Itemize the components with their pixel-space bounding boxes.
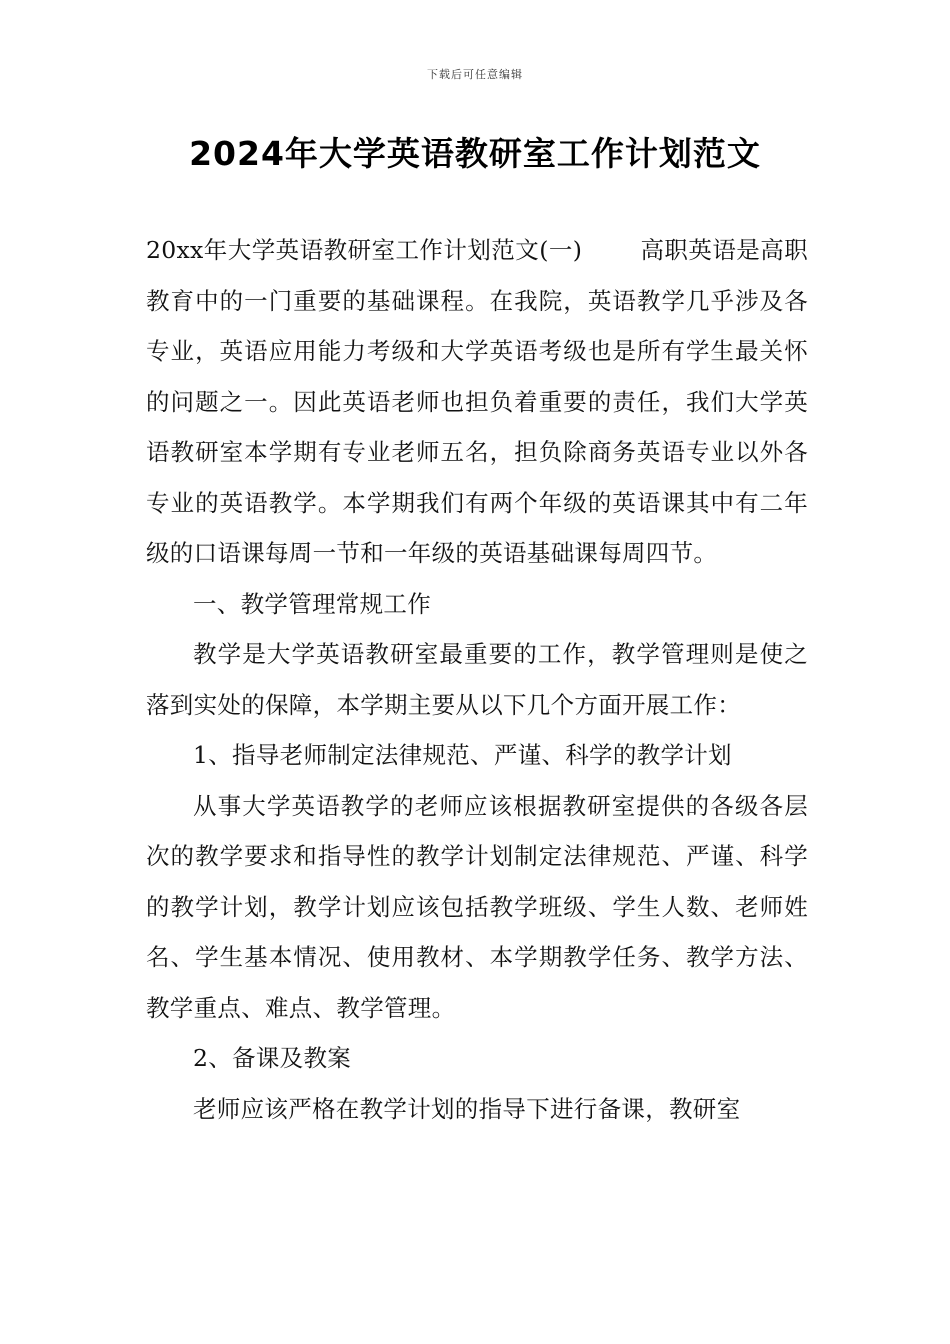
paragraph-teaching-plan: 从事大学英语教学的老师应该根据教研室提供的各级各层次的教学要求和指导性的教学计划制定法律规范、严谨、科学的教学计划，教学计划应该包括教学班级、学生人数、老师姓名、学生基本情况、使用教材、本学期教学任务、教学方法、教学重点、难点、教学管理。 [146, 791, 808, 1022]
paragraph-lesson-prep: 老师应该严格在教学计划的指导下进行备课，教研室 [193, 1094, 741, 1123]
intro-heading: 20xx年大学英语教研室工作计划范文(一) [146, 236, 583, 264]
intro-paragraph [146, 225, 808, 579]
paragraph-teaching-management: 教学是大学英语教研室最重要的工作，教学管理则是使之落到实处的保障，本学期主要从以下几个方面开展工作： [146, 640, 808, 719]
intro-text: 高职英语是高职教育中的一门重要的基础课程。在我院，英语教学几乎涉及各专业，英语应用能力考级和大学英语考级也是所有学生最关怀的问题之一。因此英语老师也担负着重要的责任，我们大学英语教研室本学期有专业老师五名，担负除商务英语专业以外各专业的英语教学。本学期我们有两个年级的英语课其中有二年级的口语课每周一节和一年级的英语基础课每周四节。 [146, 236, 809, 567]
document-body [146, 225, 808, 1134]
subheading-lesson-prep: 2、备课及教案 [193, 1044, 352, 1072]
header-note: 下载后可任意编辑 [427, 68, 523, 81]
document-title: 2024年大学英语教研室工作计划范文 [189, 134, 761, 173]
subheading-teaching-plan: 1、指导老师制定法律规范、严谨、科学的教学计划 [193, 741, 732, 769]
section-heading-teaching-management: 一、教学管理常规工作 [193, 589, 431, 618]
